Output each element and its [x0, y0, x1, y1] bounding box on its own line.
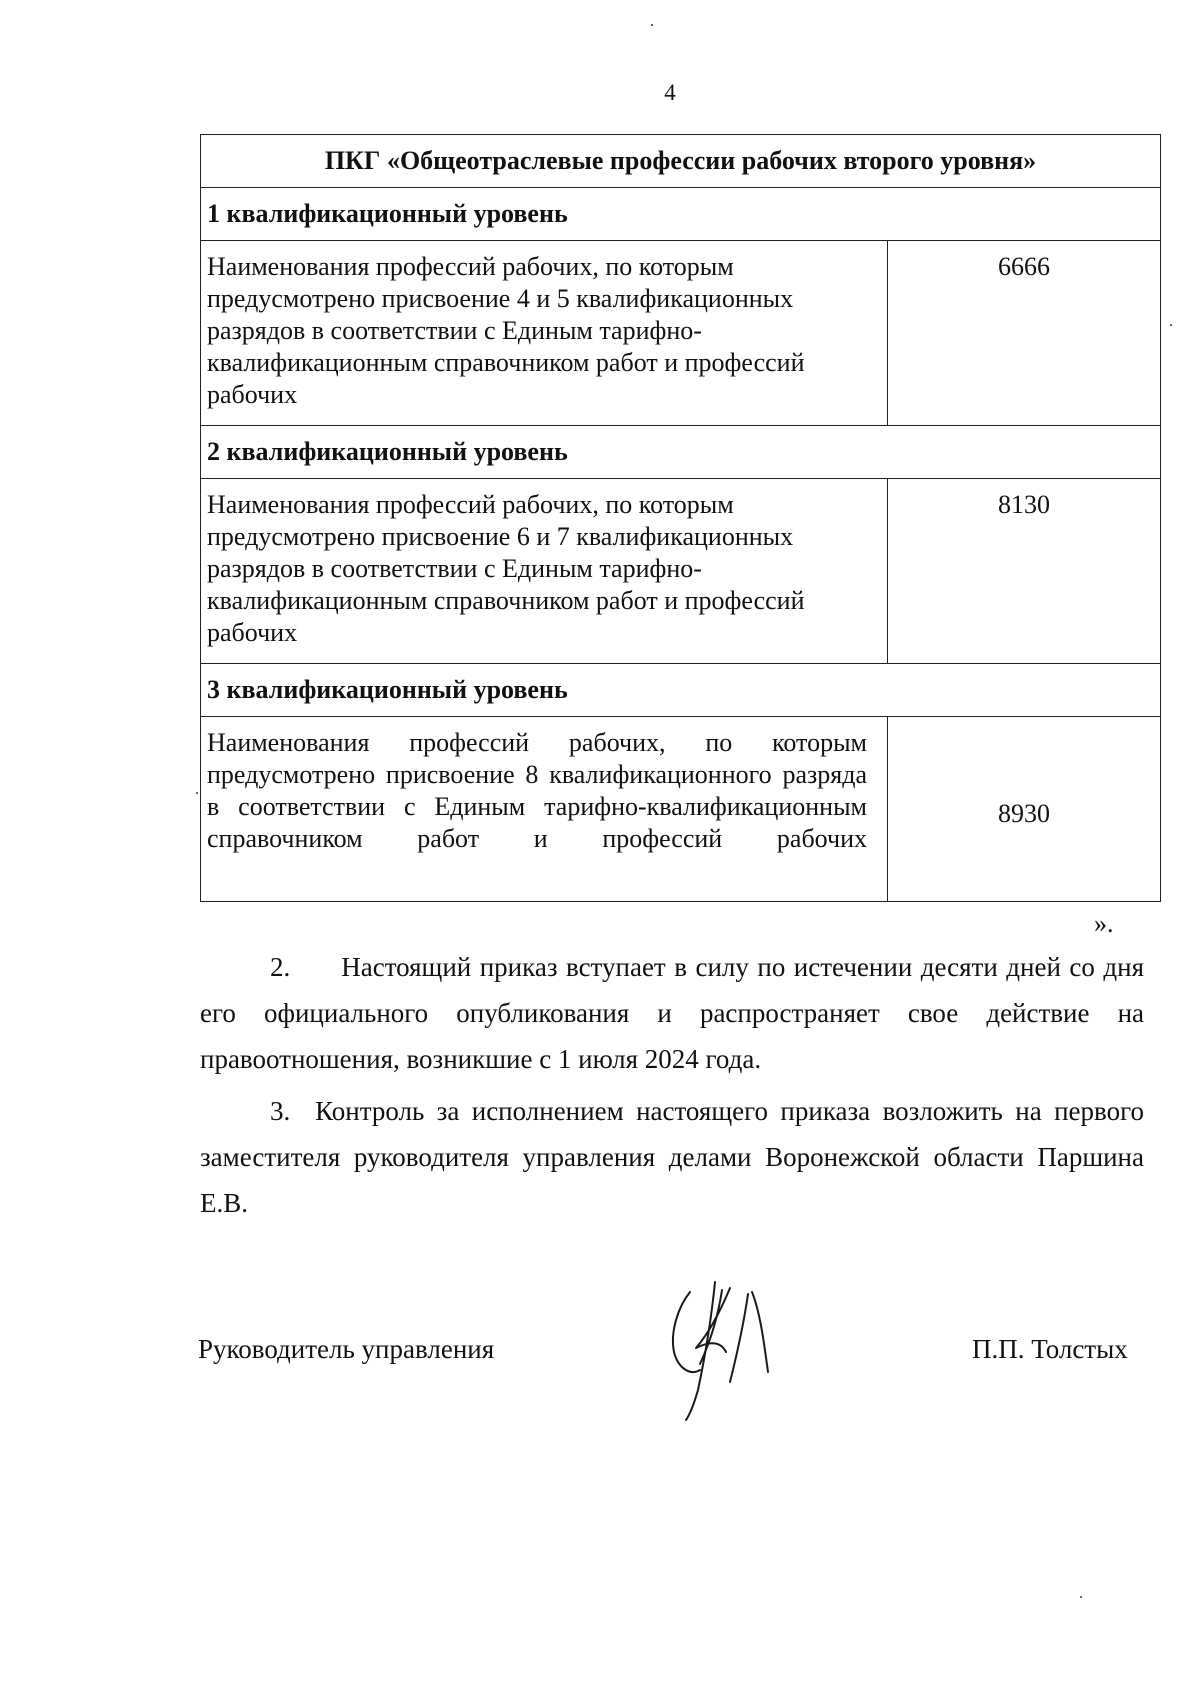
paragraph [200, 944, 1144, 1082]
level-description: Наименования профессий рабочих, по которым предусмотрено присвоение 4 и 5 квалификационных разрядов в соответствии с Единым тарифно-квалификационным справочником работ и профессий рабочих [201, 241, 888, 426]
page-number: 4 [664, 80, 676, 105]
table-row [201, 479, 1161, 664]
table-row [201, 717, 1161, 902]
level-row [201, 188, 1161, 241]
level-row [201, 426, 1161, 479]
level-row [201, 664, 1161, 717]
handwritten-signature [660, 1272, 780, 1422]
level-value: 6666 [888, 241, 1161, 426]
table-header-row [201, 135, 1161, 188]
signer-name: П.П. Толстых [972, 1334, 1128, 1364]
paragraph [200, 1088, 1144, 1226]
paragraph-text: Контроль за исполнением настоящего приказа возложить на первого заместителя руководителя управления делами Воронежской области Паршина Е.В. [200, 1096, 1144, 1218]
table-row [201, 241, 1161, 426]
level-value: 8930 [888, 717, 1161, 902]
paragraph-number: 2. [270, 952, 291, 982]
level-label: 2 квалификационный уровень [201, 426, 1161, 479]
table-header: ПКГ «Общеотраслевые профессии рабочих второго уровня» [201, 135, 1161, 188]
level-description: Наименования профессий рабочих, по которым предусмотрено присвоение 8 квалификационного разряда в соответствии с Единым тарифно-квалификационным справочником работ и профессий рабочих [201, 717, 888, 902]
paragraph-number: 3. [270, 1096, 291, 1126]
signer-position: Руководитель управления [198, 1334, 495, 1364]
level-description: Наименования профессий рабочих, по которым предусмотрено присвоение 6 и 7 квалификационных разрядов в соответствии с Единым тарифно-квалификационным справочником работ и профессий рабочих [201, 479, 888, 664]
level-value: 8130 [888, 479, 1161, 664]
paragraph-text: Настоящий приказ вступает в силу по истечении десяти дней со дня его официального опубликования и распространяет свое действие на правоотношения, возникшие с 1 июля 2024 года. [200, 952, 1145, 1074]
level-label: 3 квалификационный уровень [201, 664, 1161, 717]
salary-table [200, 134, 1161, 902]
closing-quote: ». [1094, 909, 1114, 938]
level-label: 1 квалификационный уровень [201, 188, 1161, 241]
